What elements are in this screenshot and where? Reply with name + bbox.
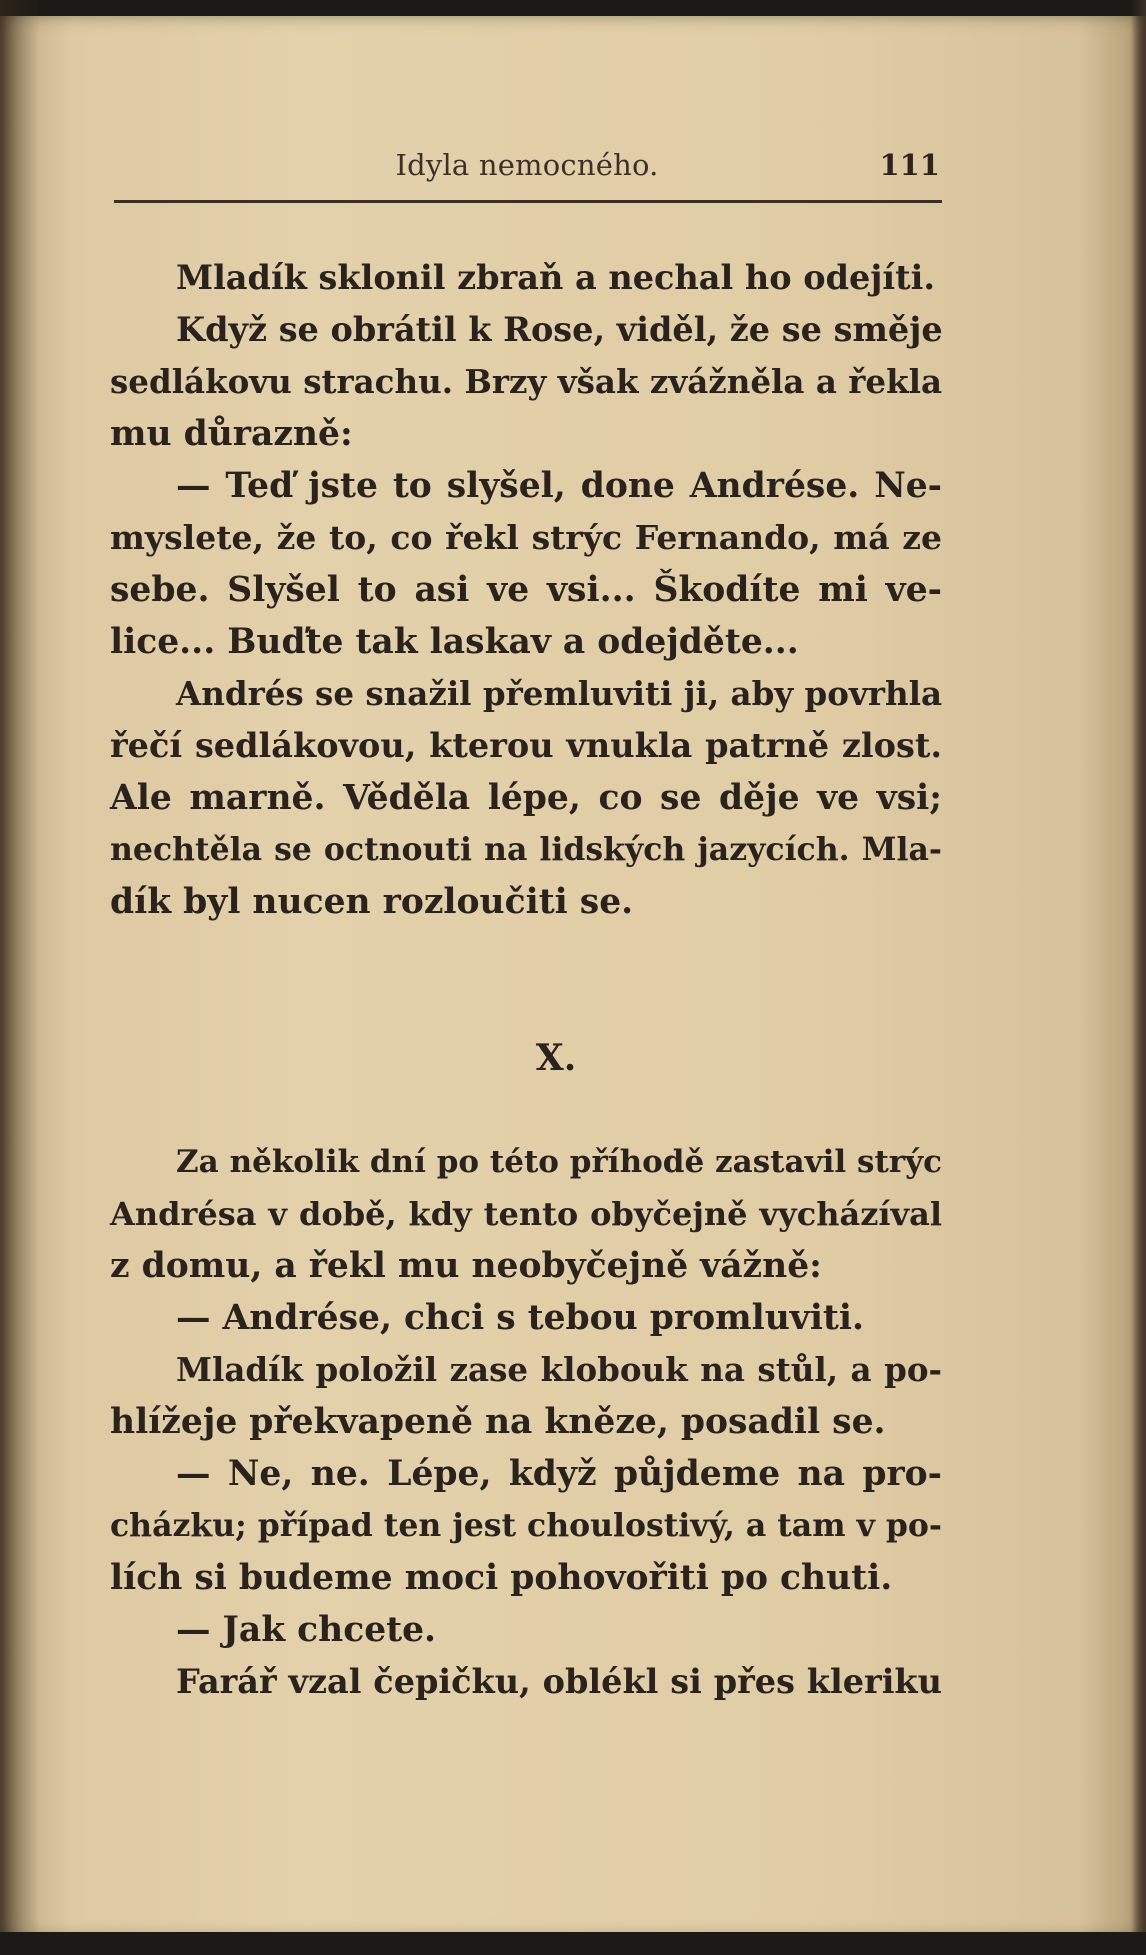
text-line: myslete, že to, co řekl strýc Fernando, má ze <box>110 518 942 557</box>
text-line: nechtěla se octnouti na lidských jazycích. Mla- <box>110 831 942 868</box>
body-text <box>110 252 942 1708</box>
text-line: — Ne, ne. Lépe, když půjdeme na pro- <box>176 1454 942 1494</box>
scan-bottom-border <box>0 1932 1146 1955</box>
page-number: 111 <box>879 148 940 182</box>
spacer <box>110 928 942 980</box>
text-line: Mladík sklonil zbraň a nechal ho odejíti. <box>176 258 936 297</box>
text-line: Andrés se snažil přemluviti ji, aby povrhla <box>176 674 942 713</box>
text-line: mu důrazně: <box>110 414 353 454</box>
text-line: z domu, a řekl mu neobyčejně vážně: <box>110 1246 822 1286</box>
header-rule <box>114 200 942 203</box>
text-line: Farář vzal čepičku, oblékl si přes kleriku <box>176 1662 942 1701</box>
running-title: Idyla nemocného. <box>395 148 659 182</box>
text-line: — Teď jste to slyšel, done Andrése. Ne- <box>176 466 942 506</box>
text-line: cházku; případ ten jest choulostivý, a tam v po- <box>110 1507 942 1544</box>
text-line: hlížeje překvapeně na kněze, posadil se. <box>110 1402 886 1442</box>
text-line: lích si budeme moci pohovořiti po chuti. <box>110 1558 893 1598</box>
text-line: Když se obrátil k Rose, viděl, že se směje <box>176 310 943 349</box>
page-edge-shadow <box>1132 0 1146 1955</box>
text-line: — Jak chcete. <box>176 1610 437 1650</box>
text-line: Mladík položil zase klobouk na stůl, a po- <box>176 1350 942 1389</box>
text-line: Za několik dní po této příhodě zastavil strýc <box>176 1144 942 1180</box>
text-line: sedlákovu strachu. Brzy však zvážněla a řekla <box>110 362 942 401</box>
page-spine-shadow <box>0 0 40 1955</box>
text-line: — Andrése, chci s tebou promluviti. <box>176 1298 864 1338</box>
scan-top-border <box>0 0 1146 16</box>
text-line: Ale marně. Věděla lépe, co se děje ve vsi; <box>110 778 942 818</box>
chapter-heading: X. <box>535 1037 577 1079</box>
text-line: lice... Buďte tak laskav a odejděte... <box>110 622 799 662</box>
text-line: řečí sedlákovou, kterou vnukla patrně zlost. <box>110 726 942 765</box>
text-line: sebe. Slyšel to asi ve vsi... Škodíte mi ve- <box>110 570 942 610</box>
text-line: dík byl nucen rozloučiti se. <box>110 882 634 922</box>
text-line: Andrésa v době, kdy tento obyčejně vycházíval <box>110 1195 942 1233</box>
page-header <box>114 148 940 188</box>
